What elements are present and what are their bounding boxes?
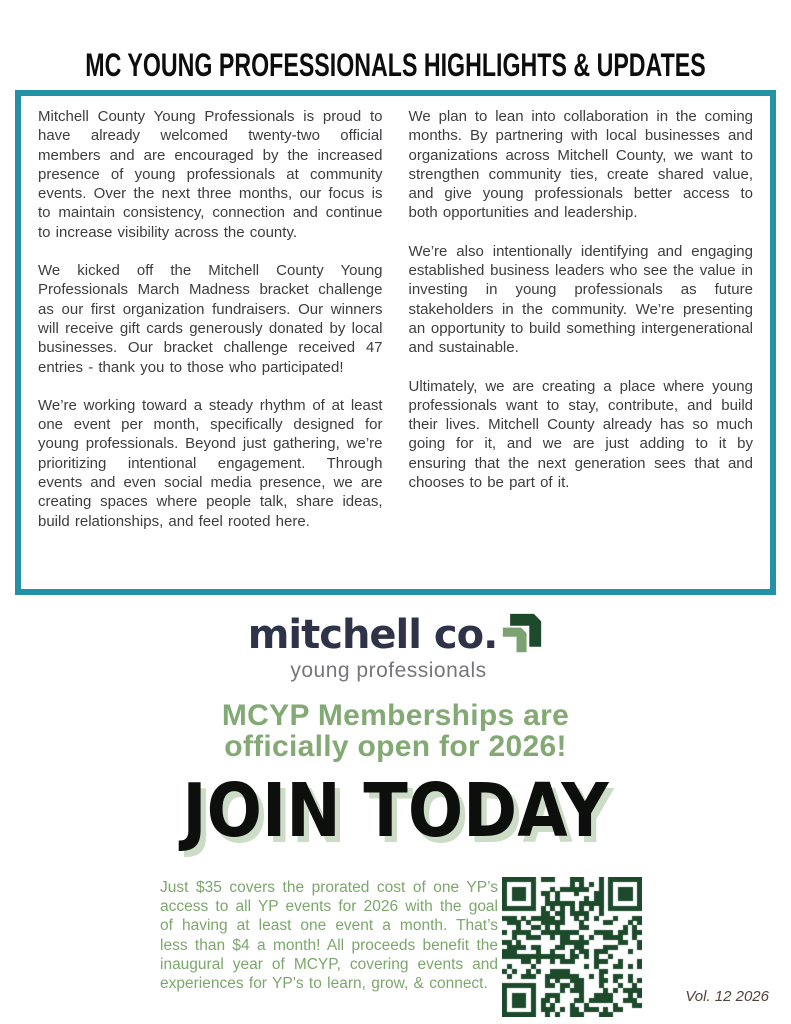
paragraph: We kicked off the Mitchell County Young Professionals March Madness bracket challenge as our first organization fundraisers. Our winners will receive gift cards generously donated by local businesses. Our bracket challenge received 47 entries - thank you to those who participated! (38, 262, 383, 376)
join-today-cta: JOIN TODAY (182, 768, 609, 854)
membership-details: Just $35 covers the prorated cost of one YP’s access to all YP events for 2026 with the goal of having at least one event a month. That’s less than $4 a month! All proceeds benefit the inaugural year of MCYP, covering events and experiences for YP’s to learn, grow, & connect. (160, 879, 498, 993)
growth-arrows-icon (501, 612, 543, 661)
qr-code (499, 874, 645, 1020)
paragraph: We’re working toward a steady rhythm of at least one event per month, specifically designed for young professionals. Beyond just gathering, we’re prioritizing intentional engagement. Through events and even social media presence, we are creating spaces where people talk, share ideas, build relationships, and feel rooted here. (38, 396, 383, 530)
highlights-left-column (38, 107, 383, 578)
membership-heading-line2: officially open for 2026! (224, 730, 567, 763)
page-title: MC YOUNG PROFESSIONALS HIGHLIGHTS & UPDATES (85, 48, 706, 84)
membership-heading (0, 700, 791, 762)
membership-heading-line1: MCYP Memberships are (221, 699, 570, 732)
paragraph: Ultimately, we are creating a place where young professionals want to stay, contribute, and build their lives. Mitchell County already has so much going for it, and we are just adding to it by ensuring that the next generation sees that and chooses to be part of it. (408, 377, 753, 492)
highlights-box (15, 90, 776, 595)
logo (0, 612, 791, 683)
logo-wordmark: mitchell co. (247, 612, 498, 658)
paragraph: We plan to lean into collaboration in the coming months. By partnering with local businesses and organizations across Mitchell County, we want to strengthen community ties, create shared value, and give young professionals better access to both opportunities and leadership. (408, 108, 753, 222)
logo-subtitle: young professionals (290, 659, 487, 682)
paragraph: Mitchell County Young Professionals is proud to have already welcomed twenty-two official members and are encouraged by the increased presence of young professionals at community events. Over the next three months, our focus is to maintain consistency, connection and continue to increase visibility across the county. (38, 108, 383, 241)
highlights-right-column (409, 107, 754, 578)
volume-label: Vol. 12 2026 (685, 988, 769, 1005)
paragraph: We’re also intentionally identifying and engaging established business leaders who see the value in investing in young professionals as future stakeholders in the community. We’re presenting an opportunity to build something intergenerational and sustainable. (408, 242, 753, 357)
